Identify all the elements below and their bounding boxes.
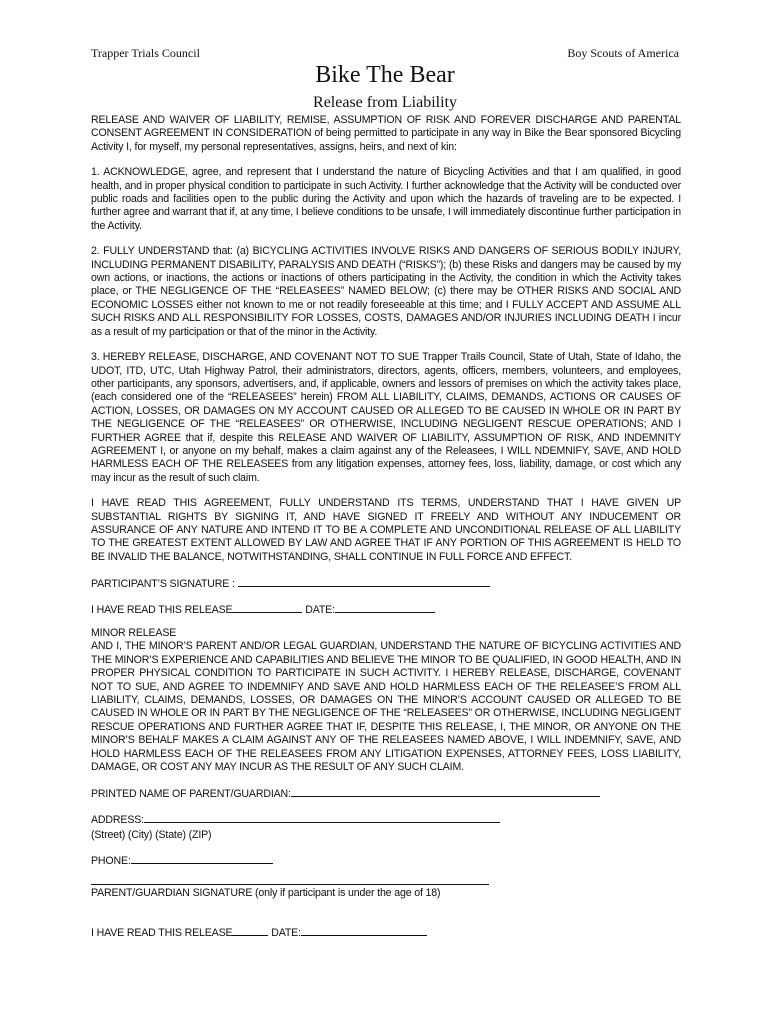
intro-paragraph: RELEASE AND WAIVER OF LIABILITY, REMISE, ASSUMPTION OF RISK AND FOREVER DISCHARGE AND PARENTAL CONSENT AGREEMENT IN CONSIDERATION of being permitted to participate in any way in Bike the Bear sponsored Bicycling Activity I, for myself, my personal representatives, assigns, heirs, and next of kin: bbox=[91, 114, 681, 153]
header-council: Trapper Trials Council bbox=[91, 46, 200, 60]
minor-heading: MINOR RELEASE bbox=[91, 627, 177, 639]
printed-name-field[interactable] bbox=[91, 786, 681, 801]
read-release-line-1[interactable] bbox=[232, 602, 302, 613]
address-hint: (Street) (City) (State) (ZIP) bbox=[91, 829, 212, 842]
read-release-label-2: I HAVE READ THIS RELEASE bbox=[91, 926, 233, 939]
printed-name-line[interactable] bbox=[291, 786, 600, 797]
header-organization: Boy Scouts of America bbox=[567, 46, 679, 60]
date-line-1[interactable] bbox=[335, 602, 435, 613]
guardian-signature-label: PARENT/GUARDIAN SIGNATURE (only if participant is under the age of 18) bbox=[91, 887, 441, 900]
read-release-field-2[interactable] bbox=[91, 925, 681, 940]
phone-line[interactable] bbox=[131, 853, 273, 864]
participant-signature-field[interactable] bbox=[91, 576, 681, 591]
date-label-2: DATE: bbox=[271, 926, 301, 939]
page-header bbox=[91, 46, 679, 61]
date-line-2[interactable] bbox=[301, 925, 427, 936]
date-label-1: DATE: bbox=[305, 603, 335, 616]
address-field[interactable] bbox=[91, 812, 681, 827]
guardian-signature-line[interactable] bbox=[91, 878, 489, 885]
participant-signature-label: PARTICIPANT’S SIGNATURE : bbox=[91, 578, 235, 591]
phone-field[interactable] bbox=[91, 853, 681, 868]
understand-paragraph: 2. FULLY UNDERSTAND that: (a) BICYCLING ACTIVITIES INVOLVE RISKS AND DANGERS OF SERIOUS BODILY INJURY, INCLUDING PERMANENT DISABILITY, PARALYSIS AND DEATH (“RISKS”); (b) these Risks and dangers may be caused by my own actions, or inactions, the actions or inactions of others participating in the Activity, the condition in which the Activity takes place, or THE NEGLIGENCE OF THE “RELEASEES” NAMED BELOW; (c) there may be OTHER RISKS AND SOCIAL AND ECONOMIC LOSSES either not known to me or not readily foreseeable at this time; and I FULLY ACCEPT AND ASSUME ALL SUCH RISKS AND ALL RESPONSIBILITY FOR LOSSES, COSTS, DAMAGES AND/OR INJURIES INCLUDING DEATH I incur as a result of my participation or that of the minor in the Activity. bbox=[91, 245, 681, 338]
phone-label: PHONE: bbox=[91, 854, 131, 867]
minor-release-paragraph: AND I, THE MINOR’S PARENT AND/OR LEGAL GUARDIAN, UNDERSTAND THE NATURE OF BICYCLING ACTIVITIES AND THE MINOR’S EXPERIENCE AND CAPABILITIES AND BELIEVE THE MINOR TO BE QUALIFIED, IN GOOD HEALTH, AND IN PROPER PHYSICAL CONDITION TO PARTICIPATE IN SUCH ACTIVITY. I HEREBY RELEASE, DISCHARGE, COVENANT NOT TO SUE, AND AGREE TO INDEMNIFY AND SAVE AND HOLD HARMLESS EACH OF THE RELEASEE’S FROM ALL LIABILITY, CLAIMS, DEMANDS, LOSSES, OR DAMAGES ON THE MINOR’S ACCOUNT CAUSED OR ALLEGED TO BE CAUSED IN WHOLE OR IN PART BY THE NEGLIGENCE OF THE “RELEASEES” OR OTHERWISE, INCLUDING NEGLIGENT RESCUE OPERATIONS AND FURTHER AGREE THAT IF, DESPITE THIS RELEASE, I, THE MINOR, OR ANYONE ON THE MINOR’S BEHALF MAKES A CLAIM AGAINST ANY OF THE RELEASEES NAMED ABOVE, I WILL INDEMNIFY, SAVE, AND HOLD HARMLESS EACH OF THE RELEASEES FROM ANY LITIGATION EXPENSES, ATTORNEY FEES, LOSS LIABILITY, DAMAGE, OR COST ANY MAY INCUR AS THE RESULT OF ANY SUCH CLAIM. bbox=[91, 640, 681, 774]
read-release-line-2[interactable] bbox=[232, 925, 268, 936]
release-paragraph: 3. HEREBY RELEASE, DISCHARGE, AND COVENANT NOT TO SUE Trapper Trails Council, State of Utah, State of Idaho, the UDOT, ITD, UTC, Utah Highway Patrol, their administrators, directors, agents, officers, members, volunteers, and employees, other participants, any sponsors, advertisers, and, if applicable, owners and lessors of premises on which the activity takes place, (each considered one of the “RELEASEES” herein) FROM ALL LIABILITY, CLAIMS, DEMANDS, ACTIONS OR CAUSES OF ACTION, LOSSES, OR DAMAGES ON MY ACCOUNT CAUSED OR ALLEGED TO BE CAUSED IN WHOLE OR IN PART BY THE NEGLIGENCE OF THE “RELEASEES” OR OTHERWISE, INCLUDING NEGLIGENT RESCUE OPERATIONS; AND I FURTHER AGREE that if, despite this RELEASE AND WAIVER OF LIABILITY, ASSUMPTION OF RISK, AND INDEMNITY AGREEMENT I, or anyone on my behalf, makes a claim against any of the Releasees, I WILL NDEMNIFY, SAVE, AND HOLD HARMLESS EACH OF THE RELEASEES from any litigation expenses, attorney fees, loss, liability, damage, or cost which any may incur as the result of such claim. bbox=[91, 351, 681, 484]
document-body bbox=[91, 114, 681, 950]
agreement-paragraph: I HAVE READ THIS AGREEMENT, FULLY UNDERSTAND ITS TERMS, UNDERSTAND THAT I HAVE GIVEN UP SUBSTANTIAL RIGHTS BY SIGNING IT, AND HAVE SIGNED IT FREELY AND WITHOUT ANY INDUCEMENT OR ASSURANCE OF ANY NATURE AND INTEND IT TO BE A COMPLETE AND UNCONDITIONAL RELEASE OF ALL LIABILITY TO THE GREATEST EXTENT ALLOWED BY LAW AND AGREE THAT IF ANY PORTION OF THIS AGREEMENT IS HELD TO BE INVALID THE BALANCE, NOTWITHSTANDING, SHALL CONTINUE IN FULL FORCE AND EFFECT. bbox=[91, 497, 681, 563]
address-label: ADDRESS: bbox=[91, 813, 144, 826]
document-subtitle: Release from Liability bbox=[313, 94, 457, 111]
participant-signature-line[interactable] bbox=[238, 576, 490, 587]
acknowledge-paragraph: 1. ACKNOWLEDGE, agree, and represent that I understand the nature of Bicycling Activities and that I am qualified, in good health, and in proper physical condition to participate in such Activity. I further acknowledge that the Activity will be conducted over public roads and facilities open to the public during the Activity and upon which the hazards of traveling are to be expected. I further agree and warrant that if, at any time, I believe conditions to be unsafe, I will immediately discontinue further participation in the Activity. bbox=[91, 166, 681, 232]
read-release-field-1[interactable] bbox=[91, 602, 681, 617]
document-title: Bike The Bear bbox=[315, 62, 455, 88]
address-line[interactable] bbox=[144, 812, 500, 823]
read-release-label-1: I HAVE READ THIS RELEASE bbox=[91, 603, 233, 616]
printed-name-label: PRINTED NAME OF PARENT/GUARDIAN: bbox=[91, 788, 291, 801]
